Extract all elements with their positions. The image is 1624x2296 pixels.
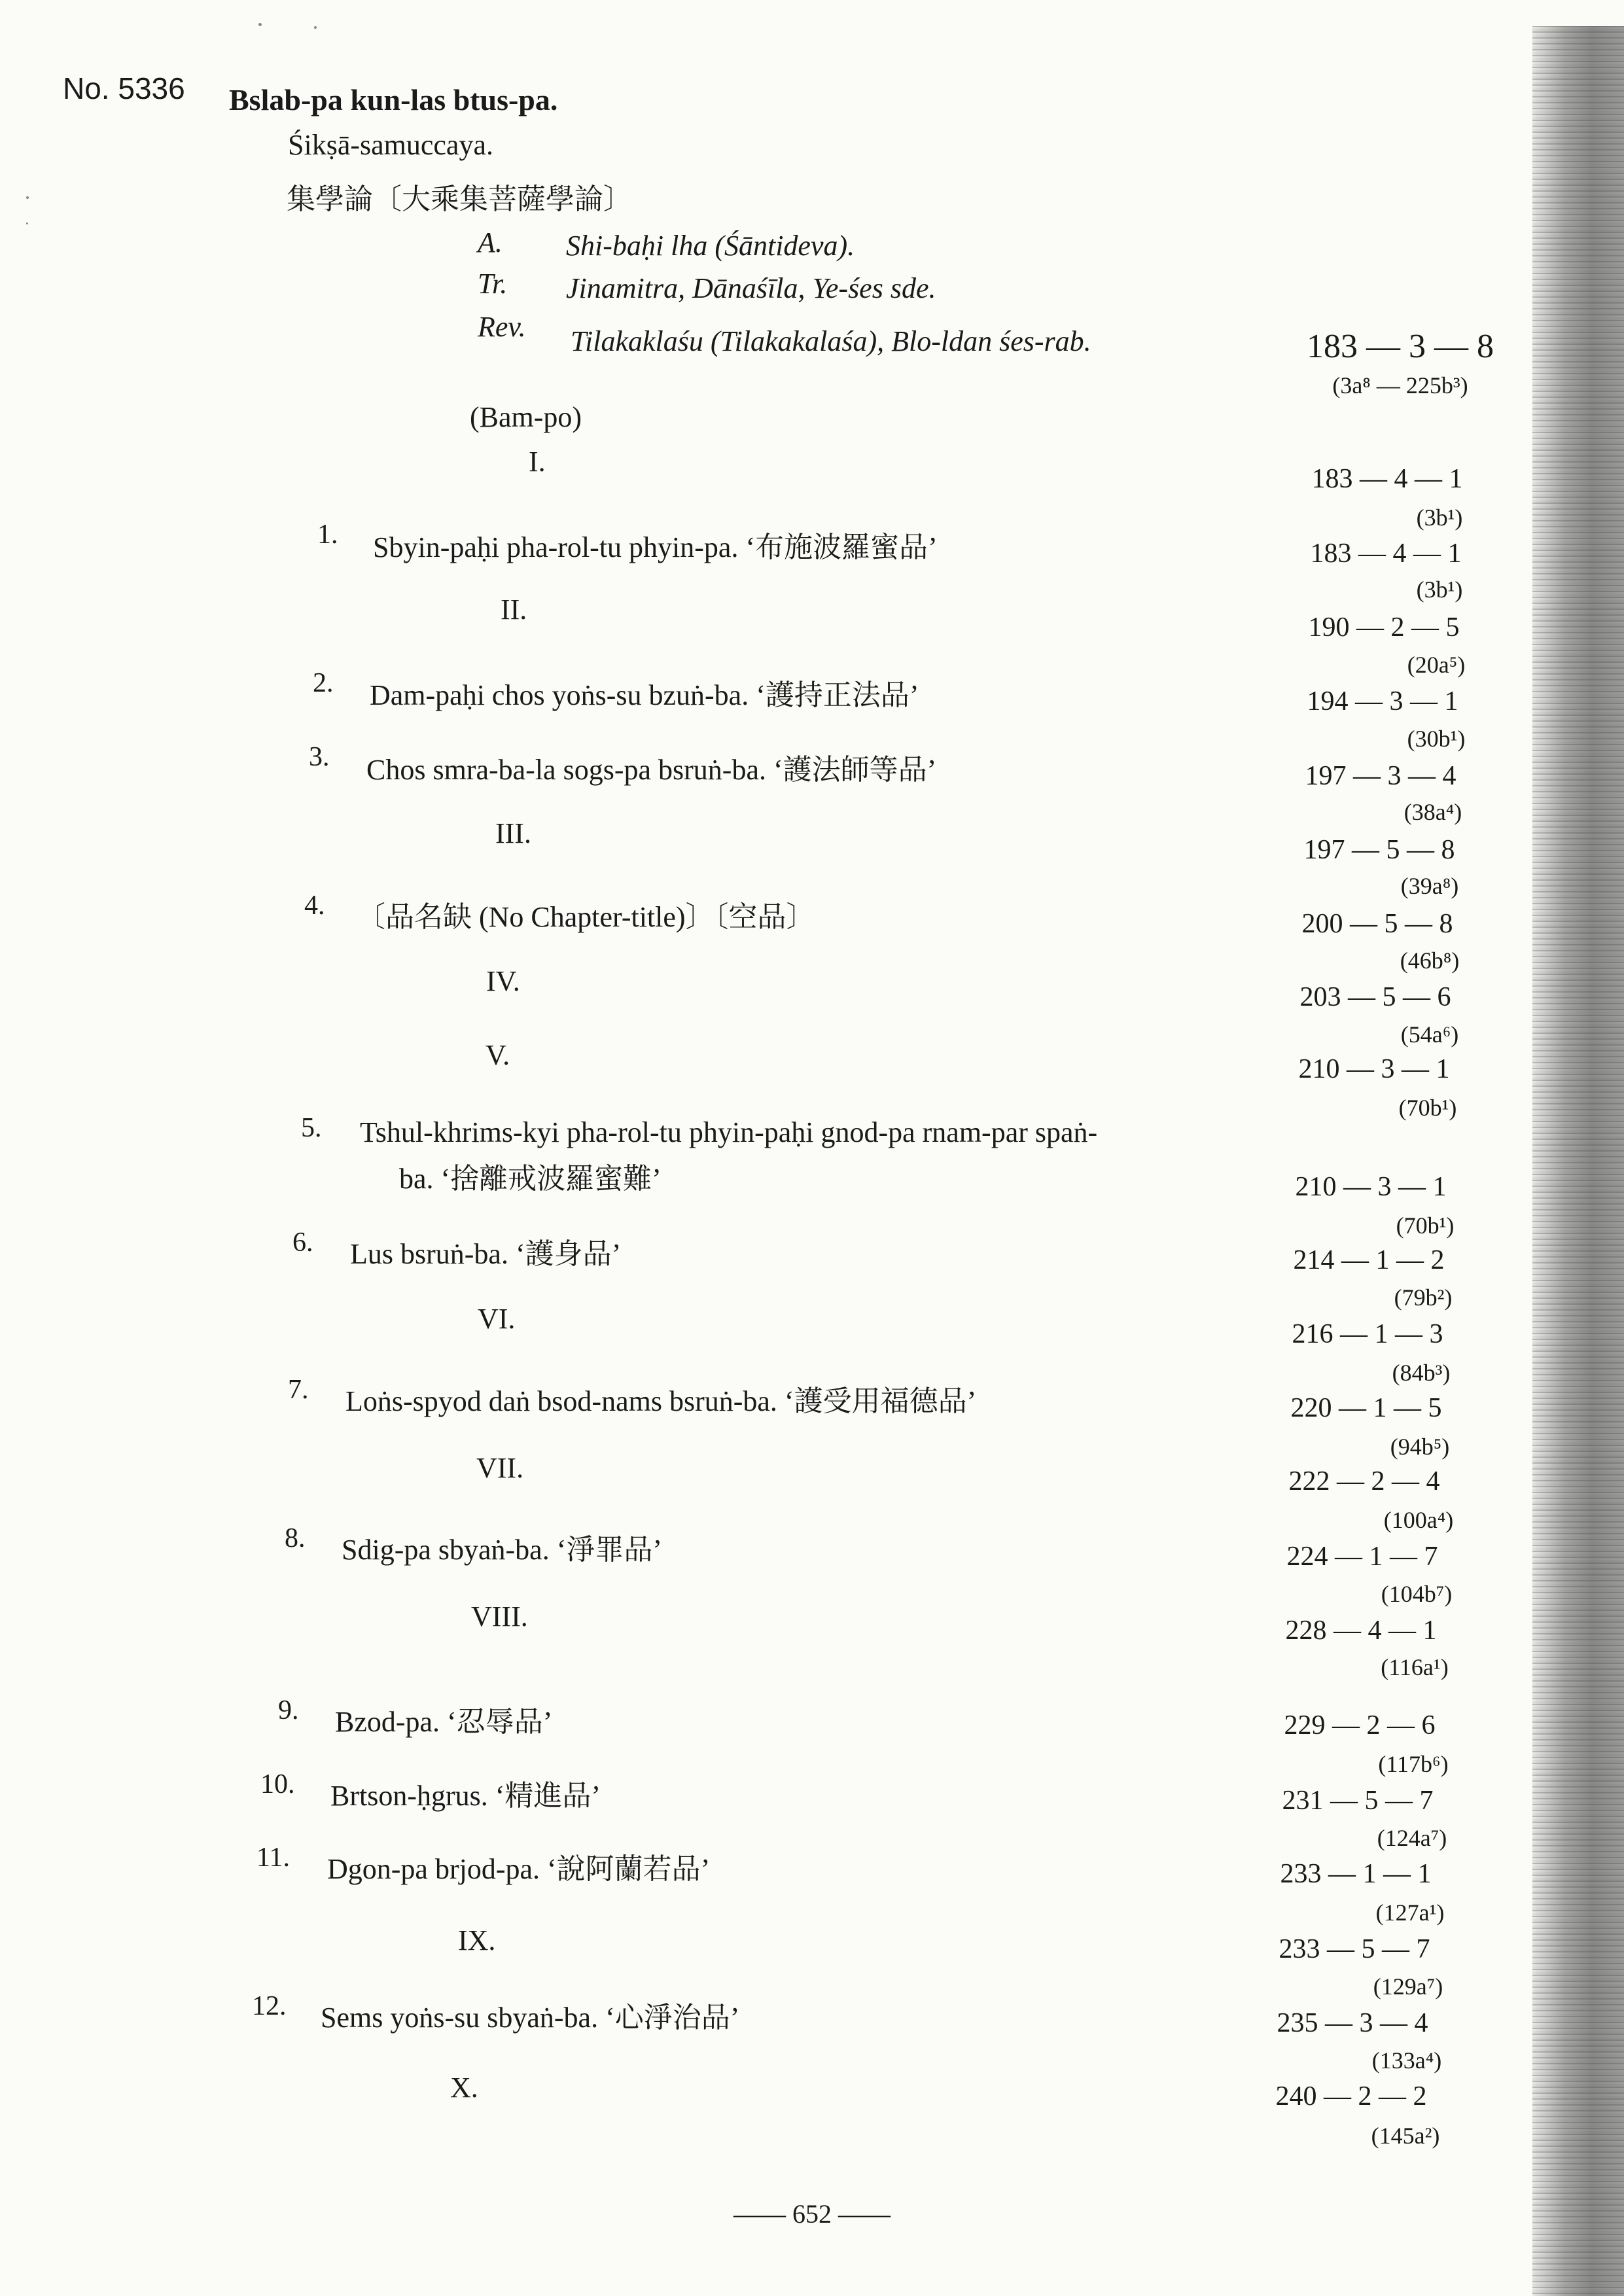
ref-folio: (70b¹) [1398,1095,1457,1121]
section-roman-vii: VII. [476,1452,524,1484]
ref-main: 216 — 1 — 3 [1292,1319,1443,1349]
ref-main: 197 — 5 — 8 [1303,835,1455,865]
ref-main: 228 — 4 — 1 [1285,1616,1437,1646]
ref-main: 197 — 3 — 4 [1305,761,1456,791]
ref-main: 214 — 1 — 2 [1293,1245,1445,1275]
section-roman-viii: VIII. [471,1600,528,1633]
reviser-role: Rev. [478,311,526,343]
ref-main: 229 — 2 — 6 [1284,1710,1436,1740]
chapter-number: 6. [292,1227,313,1258]
ref-folio: (116a¹) [1381,1654,1449,1680]
ref-main: 194 — 3 — 1 [1307,686,1458,716]
section-roman-vi: VI. [478,1303,516,1335]
chapter-number: 11. [256,1843,290,1873]
main-reference: 183 — 3 — 8 [1307,328,1494,365]
chapter-title: Dam-paḥi chos yoṅs-su bzuṅ-ba. ‘護持正法品’ [370,679,919,711]
ref-main: 210 — 3 — 1 [1295,1172,1447,1202]
chapter-number: 1. [317,520,338,550]
tibetan-title: Bslab-pa kun-las btus-pa. [229,83,558,116]
catalog-number: No. 5336 [63,71,185,105]
ref-folio: (145a²) [1371,2123,1440,2149]
section-roman-i: I. [529,446,546,478]
chapter-title: Sbyin-paḥi pha-rol-tu phyin-pa. ‘布施波羅蜜品’ [373,531,938,563]
ref-folio: (129a⁷) [1373,1973,1443,2000]
translator-names: Jinamitra, Dānaśīla, Ye-śes sde. [566,272,936,304]
scanned-page-edge [1532,26,1624,2296]
ref-main: 183 — 4 — 1 [1310,539,1462,569]
ref-main: 235 — 3 — 4 [1277,2008,1428,2038]
ref-folio: (127a¹) [1375,1899,1445,1926]
chapter-number: 10. [260,1769,295,1799]
ref-folio: (70b¹) [1396,1212,1455,1239]
ref-main: 220 — 1 — 5 [1290,1393,1442,1423]
page-number: —— 652 —— [733,2199,891,2229]
ref-main: 203 — 5 — 6 [1299,982,1451,1012]
reviser-names: Tilakaklaśu (Tilakakalaśa), Blo-ldan śes-rab. [571,325,1091,357]
ref-main: 200 — 5 — 8 [1301,909,1453,939]
ref-folio: (3b¹) [1416,504,1463,531]
author-role: A. [478,226,503,258]
chapter-number: 8. [285,1523,306,1553]
ref-folio: (104b⁷) [1381,1581,1453,1607]
section-roman-iii: III. [495,817,531,849]
section-roman-x: X. [450,2072,478,2104]
ref-folio: (117b⁶) [1378,1751,1449,1777]
bam-po-label: (Bam-po) [470,401,582,433]
section-roman-v: V. [485,1039,510,1071]
chapter-number: 4. [304,891,325,921]
chapter-title: 〔品名缺 (No Chapter-title)〕〔空品〕 [357,901,815,933]
ref-folio: (84b³) [1392,1360,1451,1386]
author-name: Shi-baḥi lha (Śāntideva). [566,230,855,262]
chapter-title: Bzod-pa. ‘忍辱品’ [335,1706,553,1738]
chapter-title: Lus bsruṅ-ba. ‘護身品’ [350,1238,622,1270]
ref-main: 222 — 2 — 4 [1288,1466,1440,1496]
section-roman-ii: II. [501,593,527,626]
chapter-title: Tshul-khrims-kyi pha-rol-tu phyin-paḥi gnod-pa rnam-par spaṅ- [360,1116,1098,1148]
scan-speck [314,26,317,29]
ref-folio: (133a⁴) [1371,2047,1442,2074]
ref-main: 240 — 2 — 2 [1275,2081,1427,2111]
ref-folio: (30b¹) [1407,726,1466,752]
ref-main: 231 — 5 — 7 [1282,1786,1434,1816]
ref-main: 233 — 1 — 1 [1280,1859,1432,1889]
chapter-number: 2. [313,668,334,698]
ref-main: 233 — 5 — 7 [1279,1934,1430,1964]
ref-folio: (54a⁶) [1400,1021,1459,1048]
scan-speck [258,23,262,26]
ref-folio: (39a⁸) [1400,873,1459,899]
chapter-title: Sems yoṅs-su sbyaṅ-ba. ‘心淨治品’ [321,2002,740,2034]
scan-speck [26,222,28,224]
ref-folio: (46b⁸) [1400,947,1460,974]
chapter-title: Sdig-pa sbyaṅ-ba. ‘淨罪品’ [342,1534,663,1566]
ref-main: 224 — 1 — 7 [1286,1542,1438,1572]
chapter-number: 9. [278,1695,299,1725]
chapter-title: Loṅs-spyod daṅ bsod-nams bsruṅ-ba. ‘護受用福德品’ [345,1385,977,1417]
ref-folio: (3b¹) [1416,576,1463,603]
ref-main: 190 — 2 — 5 [1308,612,1460,643]
ref-folio: (94b⁵) [1390,1434,1450,1460]
chapter-title: Brtson-ḥgrus. ‘精進品’ [330,1780,601,1812]
section-roman-ix: IX. [458,1924,496,1956]
scan-speck [26,196,29,199]
sanskrit-title: Śikṣā-samuccaya. [288,129,493,161]
chapter-number: 3. [309,742,330,772]
chapter-title: Dgon-pa brjod-pa. ‘說阿蘭若品’ [327,1853,711,1885]
section-roman-iv: IV. [486,965,520,997]
chinese-title: 集學論〔大乘集菩薩學論〕 [287,183,632,215]
ref-folio: (79b²) [1394,1284,1453,1311]
chapter-number: 12. [252,1991,287,2021]
ref-folio: (124a⁷) [1377,1825,1447,1851]
ref-main: 183 — 4 — 1 [1311,464,1463,494]
ref-main: 210 — 3 — 1 [1298,1054,1450,1084]
chapter-number: 7. [288,1375,309,1405]
ref-folio: (20a⁵) [1407,652,1466,678]
translator-role: Tr. [478,268,508,300]
chapter-number: 5. [301,1113,322,1143]
chapter-title: Chos smra-ba-la sogs-pa bsruṅ-ba. ‘護法師等品’ [366,754,937,786]
chapter-title-continued: ba. ‘捨離戒波羅蜜難’ [399,1163,662,1195]
ref-folio: (38a⁴) [1403,799,1462,825]
ref-folio: (100a⁴) [1383,1507,1454,1533]
main-reference-folio: (3a⁸ — 225b³) [1332,372,1468,398]
